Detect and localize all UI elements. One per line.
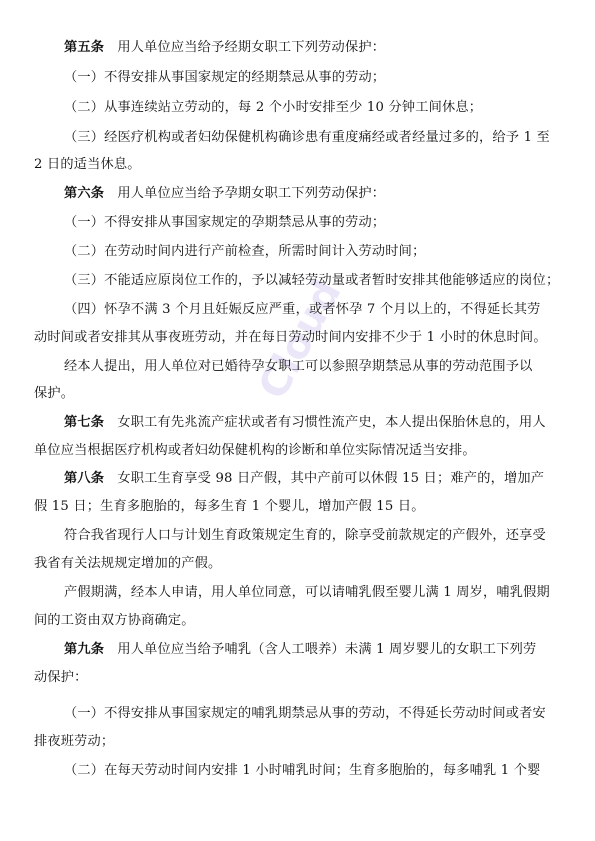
article9-item1-line1: （一）不得安排从事国家规定的哺乳期禁忌从事的劳动，不得延长劳动时间或者安 <box>64 706 546 721</box>
article6-item1: （一）不得安排从事国家规定的孕期禁忌从事的劳动； <box>64 215 386 230</box>
article6-intro: 用人单位应当给予孕期女职工下列劳动保护： <box>117 186 386 201</box>
article6-para-line2: 保护。 <box>34 386 75 401</box>
watermark: Cloud <box>250 272 351 407</box>
article7-label: 第七条 <box>64 415 105 430</box>
article5-intro: 用人单位应当给予经期女职工下列劳动保护： <box>117 40 386 55</box>
article5-item1: （一）不得安排从事国家规定的经期禁忌从事的劳动； <box>64 70 386 85</box>
article9-item2-line1: （二）在每天劳动时间内安排 1 小时哺乳时间；生育多胞胎的，每多哺乳 1 个婴 <box>64 763 541 778</box>
article9-item1-line2: 排夜班劳动； <box>34 734 115 749</box>
article7-line1 <box>34 415 562 431</box>
article6-label: 第六条 <box>64 186 105 201</box>
article6-item3: （三）不能适应原岗位工作的，予以减轻劳动量或者暂时安排其他能够适应的岗位； <box>64 273 560 288</box>
article9-intro-line1 <box>34 642 562 658</box>
article9-label: 第九条 <box>64 642 105 657</box>
article6-item4-line2: 动时间或者安排其从事夜班劳动，并在每日劳动时间内安排不少于 1 小时的休息时间。 <box>34 330 547 345</box>
article5-intro-line <box>34 40 562 56</box>
article8-para1-line2: 我省有关法规规定增加的产假。 <box>34 556 222 571</box>
article8-para2-line2: 间的工资由双方协商确定。 <box>34 613 195 628</box>
article7-line2: 单位应当根据医疗机构或者妇幼保健机构的诊断和单位实际情况适当安排。 <box>34 443 476 458</box>
article6-para-line1: 经本人提出，用人单位对已婚待孕女职工可以参照孕期禁忌从事的劳动范围予以 <box>64 359 533 374</box>
article8-label: 第八条 <box>64 471 105 486</box>
article8-line1 <box>34 471 562 487</box>
article9-intro: 用人单位应当给予哺乳（含人工喂养）未满 1 周岁婴儿的女职工下列劳 <box>117 642 537 657</box>
article6-intro-line <box>34 186 562 202</box>
article7-text: 女职工有先兆流产症状或者有习惯性流产史，本人提出保胎休息的，用人 <box>117 415 546 430</box>
article8-para2-line1: 产假期满，经本人申请，用人单位同意，可以请哺乳假至婴儿满 1 周岁，哺乳假期 <box>64 585 550 600</box>
article9-intro-line2: 动保护： <box>34 670 88 685</box>
article5-item2: （二）从事连续站立劳动的，每 2 个小时安排至少 10 分钟工间休息； <box>64 100 483 115</box>
article6-item4-line1: （四）怀孕不满 3 个月且妊娠反应严重，或者怀孕 7 个月以上的，不得延长其劳 <box>64 302 541 317</box>
article8-text: 女职工生育享受 98 日产假，其中产前可以休假 15 日；难产的，增加产 <box>117 471 545 486</box>
article8-line2: 假 15 日；生育多胞胎的，每多生育 1 个婴儿，增加产假 15 日。 <box>34 499 425 514</box>
article5-item3-line2: 2 日的适当休息。 <box>34 157 141 172</box>
article6-item2: （二）在劳动时间内进行产前检查，所需时间计入劳动时间； <box>64 244 426 259</box>
article5-item3-line1: （三）经医疗机构或者妇幼保健机构确诊患有重度痛经或者经量过多的，给予 1 至 <box>64 130 550 145</box>
article5-label: 第五条 <box>64 40 105 55</box>
article8-para1-line1: 符合我省现行人口与计划生育政策规定生育的，除享受前款规定的产假外，还享受 <box>64 528 546 543</box>
